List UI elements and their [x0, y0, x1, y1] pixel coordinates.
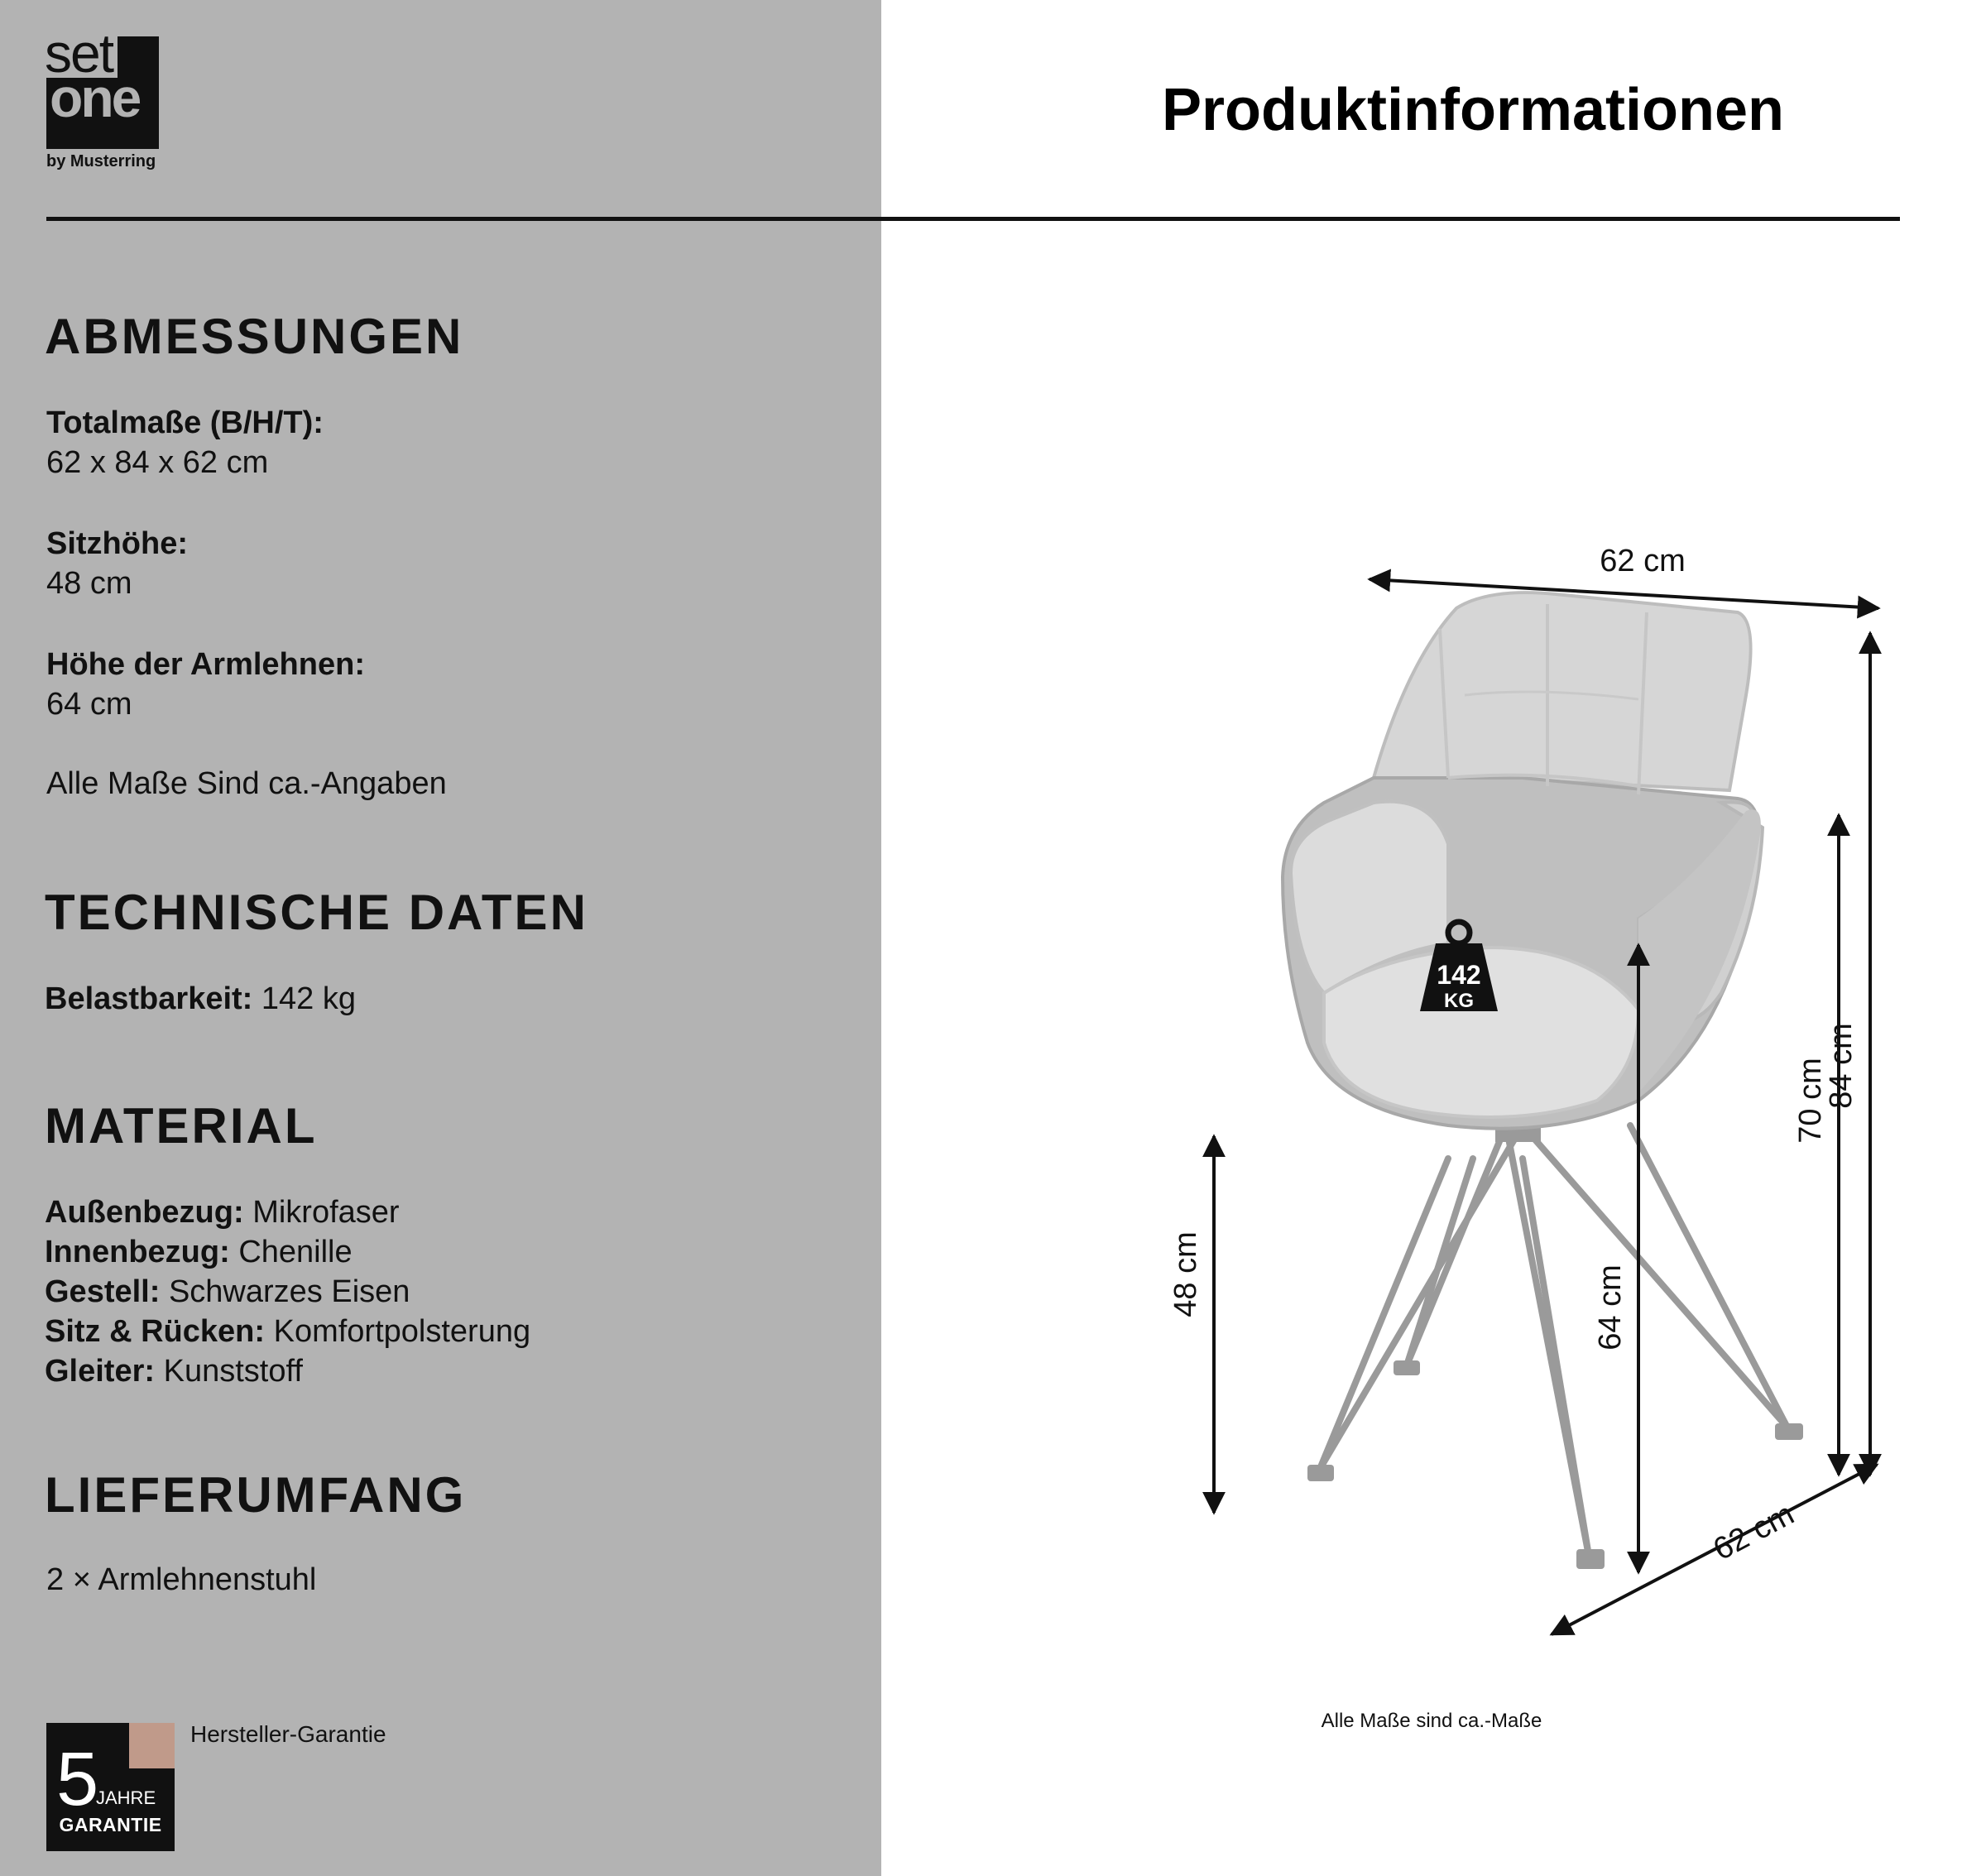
warranty-label: GARANTIE — [59, 1814, 162, 1835]
logo-line1: set — [45, 28, 118, 78]
load-capacity-label: Belastbarkeit: — [45, 981, 253, 1016]
logo-line2: one — [50, 67, 140, 128]
total-height-label: 84 cm — [1824, 1023, 1859, 1109]
scope-of-delivery-value: 2 × Armlehnenstuhl — [46, 1562, 317, 1597]
load-capacity-value: 142 kg — [261, 981, 356, 1016]
material-row — [45, 1235, 353, 1270]
depth-dimension-label: 62 cm — [1707, 1496, 1800, 1568]
total-dimensions-value: 62 x 84 x 62 cm — [46, 445, 269, 480]
heading-abmessungen: ABMESSUNGEN — [45, 309, 464, 364]
material-value: Kunststoff — [163, 1354, 303, 1389]
armrest-height-label: 64 cm — [1593, 1264, 1628, 1351]
heading-lieferumfang: LIEFERUMFANG — [45, 1467, 467, 1523]
material-value: Chenille — [238, 1235, 353, 1269]
material-row — [45, 1274, 410, 1310]
back-height-label: 70 cm — [1793, 1058, 1828, 1144]
diagram-footnote: Alle Maße sind ca.-Maße — [1321, 1710, 1542, 1732]
warranty-years-number: 5 — [56, 1737, 99, 1821]
total-dimensions-label: Totalmaße (B/H/T): — [46, 405, 324, 440]
armrest-height-value: 64 cm — [46, 687, 132, 722]
material-row — [45, 1354, 303, 1389]
material-label: Gestell: — [45, 1274, 161, 1309]
page-title: Produktinformationen — [1162, 77, 1784, 143]
chair-dimension-diagram — [1059, 530, 1887, 1663]
chair-body — [1283, 593, 1763, 1129]
armrest-height-label: Höhe der Armlehnen: — [46, 647, 365, 682]
material-label: Sitz & Rücken: — [45, 1314, 266, 1349]
material-value: Mikrofaser — [252, 1195, 400, 1230]
warranty-badge — [46, 1723, 175, 1851]
width-dimension-label: 62 cm — [1600, 544, 1686, 578]
material-label: Außenbezug: — [45, 1195, 244, 1230]
weight-value: 142 — [1437, 960, 1481, 990]
header-divider — [46, 217, 1900, 221]
material-row — [45, 1314, 530, 1350]
material-value: Schwarzes Eisen — [168, 1274, 410, 1309]
warranty-years-unit: JAHRE — [96, 1787, 156, 1808]
dimensions-note: Alle Maße Sind ca.-Angaben — [46, 766, 447, 801]
warranty-accent — [129, 1723, 175, 1768]
heading-material: MATERIAL — [45, 1098, 318, 1154]
material-row — [45, 1195, 400, 1231]
brand-logo — [45, 22, 159, 149]
load-capacity-row — [45, 981, 356, 1017]
material-value: Komfortpolsterung — [273, 1314, 531, 1349]
chair-legs — [1320, 1125, 1787, 1556]
logo-subtitle: by Musterring — [46, 152, 156, 170]
seat-height-label: Sitzhöhe: — [46, 526, 188, 561]
seat-height-value: 48 cm — [46, 566, 132, 601]
warranty-caption: Hersteller-Garantie — [190, 1721, 386, 1747]
seat-height-label: 48 cm — [1168, 1231, 1203, 1317]
weight-unit: KG — [1444, 990, 1474, 1012]
heading-technische-daten: TECHNISCHE DATEN — [45, 885, 588, 940]
material-label: Innenbezug: — [45, 1235, 230, 1269]
material-label: Gleiter: — [45, 1354, 156, 1389]
